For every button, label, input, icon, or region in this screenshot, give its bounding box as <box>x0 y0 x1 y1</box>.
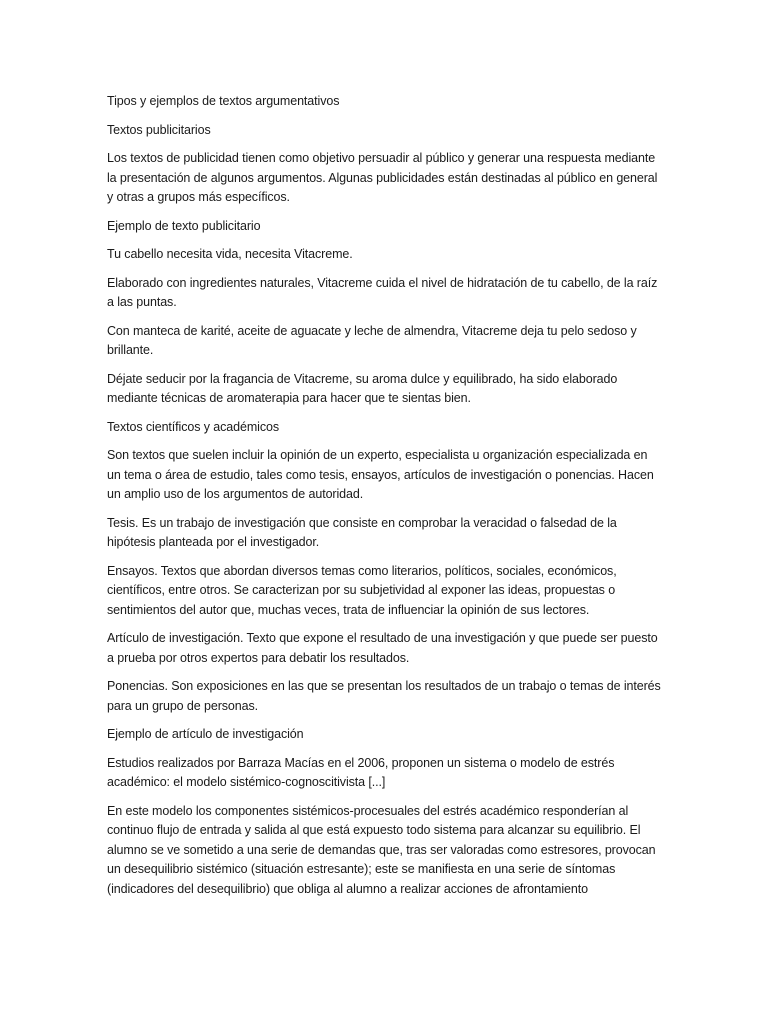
paragraph-tesis: Tesis. Es un trabajo de investigación que consiste en comprobar la veracidad o falsedad de la hipótesis planteada por el investigador. <box>107 515 617 549</box>
paragraph: Tu cabello necesita vida, necesita Vitacreme. <box>107 247 353 261</box>
paragraph: Los textos de publicidad tienen como objetivo persuadir al público y generar una respuesta mediante la presentación de algunos argumentos. Algunas publicidades están destinadas al público en general y otras a grupos más específicos. <box>107 151 658 204</box>
paragraph: Son textos que suelen incluir la opinión de un experto, especialista u organización especializada en un tema o área de estudio, tales como tesis, ensayos, artículos de investigación o ponencias. Hacen un amplio uso de los argumentos de autoridad. <box>107 448 654 501</box>
paragraph-ensayos: Ensayos. Textos que abordan diversos temas como literarios, políticos, sociales, económicos, científicos, entre otros. Se caracterizan por su subjetividad al exponer las ideas, propuestas o sentimientos del autor que, muchas veces, trata de influenciar la opinión de sus lectores. <box>107 563 617 617</box>
document-title: Tipos y ejemplos de textos argumentativos <box>107 94 340 108</box>
paragraph: Elaborado con ingredientes naturales, Vitacreme cuida el nivel de hidratación de tu cabello, de la raíz a las puntas. <box>107 275 658 309</box>
paragraph: Estudios realizados por Barraza Macías en el 2006, proponen un sistema o modelo de estrés académico: el modelo sistémico-cognoscitivista [...] <box>107 755 615 789</box>
paragraph-ponencias: Ponencias. Son exposiciones en las que se presentan los resultados de un trabajo o temas de interés para un grupo de personas. <box>107 679 661 713</box>
paragraph-articulo: Artículo de investigación. Texto que expone el resultado de una investigación y que puede ser puesto a prueba por otros expertos para debatir los resultados. <box>107 631 658 665</box>
example-heading-publicitario: Ejemplo de texto publicitario <box>107 218 261 233</box>
example-heading-articulo: Ejemplo de artículo de investigación <box>107 727 304 741</box>
section-heading-cientificos: Textos científicos y académicos <box>107 419 279 434</box>
document-page <box>107 92 663 908</box>
paragraph: Déjate seducir por la fragancia de Vitacreme, su aroma dulce y equilibrado, ha sido elaborado mediante técnicas de aromaterapia para hacer que te sientas bien. <box>107 371 618 405</box>
section-heading-publicitarios: Textos publicitarios <box>107 122 211 137</box>
paragraph: En este modelo los componentes sistémicos-procesuales del estrés académico responderían al continuo flujo de entrada y salida al que está expuesto todo sistema para alcanzar su equilibrio. El alumno se ve sometido a una serie de demandas que, tras ser valoradas como estresores, provocan un desequilibrio sistémico (situación estresante); este se manifiesta en una serie de síntomas (indicadores del desequilibrio) que obliga al alumno a realizar acciones de afrontamiento <box>107 803 656 896</box>
paragraph: Con manteca de karité, aceite de aguacate y leche de almendra, Vitacreme deja tu pelo sedoso y brillante. <box>107 323 637 357</box>
